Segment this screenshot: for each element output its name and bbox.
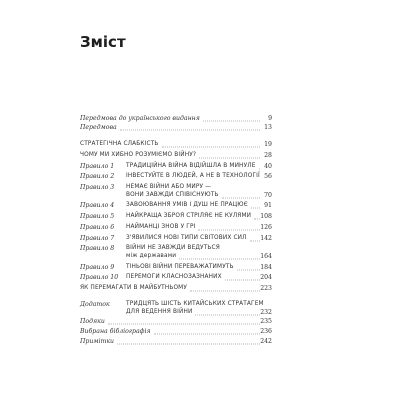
toc-entry-title: Передмова [80,124,117,132]
toc-entry-page: 70 [264,192,272,199]
toc-entry-title: ЯК ПЕРЕМАГАТИ В МАЙБУТНЬОМУ [80,285,188,292]
toc-entry-title: ТІНЬОВІ ВІЙНИ ПЕРЕВАЖАТИМУТЬ [126,263,234,270]
dot-leader [195,308,260,316]
toc-entry-label: Правило 1 [80,162,115,170]
toc-entry-title: ІНВЕСТУЙТЕ В ЛЮДЕЙ, А НЕ В ТЕХНОЛОГІЇ [126,173,260,180]
toc-entry-page: 9 [268,115,272,122]
dot-leader [154,327,260,335]
toc-entry-title: Примітки [80,338,114,345]
toc-entry-title: НЕМАЄ ВІЙНИ АБО МИРУ — [126,184,212,190]
toc-entry-label: Правило 2 [80,173,115,181]
toc-entry-title: ВІЙНИ НЕ ЗАВЖДИ ВЕДУТЬСЯ [126,245,220,252]
toc-entry-page: 142 [260,234,272,242]
toc-entry-page: 204 [260,274,272,282]
toc-entry-title: Передмова до українського видання [80,115,200,122]
toc-entry-page: 108 [260,213,272,221]
toc-entry-page: 19 [264,141,272,148]
dot-leader [179,252,260,260]
toc-entry-label: Правило 10 [80,274,119,282]
dot-leader [254,212,260,220]
toc-entry-page: 232 [260,309,272,316]
dot-leader [190,284,260,292]
dot-leader [259,161,260,169]
toc-entry-title: ТРИДЦЯТЬ ШІСТЬ КИТАЙСЬКИХ СТРАТАГЕМ [126,301,264,307]
dot-leader [120,123,260,131]
dot-leader [108,317,260,325]
toc-entry-page: 40 [264,162,272,170]
page-title: Зміст [80,33,126,51]
toc-entry-title: ЧОМУ МИ ХИБНО РОЗУМІЄМО ВІЙНУ? [80,151,197,158]
dot-leader [162,140,260,148]
toc-entry-page: 223 [260,285,272,293]
toc-entry-label: Правило 7 [80,234,115,242]
toc-entry-title: ТРАДИЦІЙНА ВІЙНА ВІДІЙШЛА В МИНУЛЕ [126,162,256,169]
toc-entry-page: 56 [264,173,272,181]
dot-leader [198,222,260,230]
toc-entry-page: 235 [260,318,272,326]
toc-entry-label: Додаток [80,301,110,308]
toc-entry-page: 184 [260,263,272,271]
toc-entry-label: Правило 4 [80,202,115,210]
toc-entry-page: 236 [260,328,272,336]
dot-leader [225,273,260,281]
toc-entry-title: НАЙКРАЩА ЗБРОЯ СТРІЛЯЄ НЕ КУЛЯМИ [126,213,252,220]
toc-entry-page: 126 [260,223,272,231]
dot-leader [237,262,260,270]
toc-entry-title: СТРАТЕГІЧНА СЛАБКІСТЬ [80,141,159,147]
toc-entry-title-continued: між державами [126,253,177,260]
toc-entry-title: ПЕРЕМОГИ КЛАСНОЗАЗНАНИХ [126,274,222,281]
dot-leader [250,233,260,241]
dot-leader [203,114,260,122]
toc-entry-label: Правило 5 [80,213,115,221]
toc-entry-title: НАЙМАНЦІ ЗНОВ У ГРІ [126,223,196,230]
dot-leader [199,150,260,158]
dot-leader [251,201,260,209]
toc-entry-page: 242 [260,338,272,345]
toc-entry-title-continued: ДЛЯ ВЕДЕННЯ ВІЙНИ [126,309,193,315]
toc-entry-label: Правило 8 [80,245,115,253]
toc-entry-page: 28 [264,151,272,159]
toc-entry-label: Правило 3 [80,184,115,191]
toc-entry-title: Подяки [80,318,105,326]
toc-entry-page: 91 [264,202,272,210]
dot-leader [117,337,260,345]
toc-entry-title-continued: ВОНИ ЗАВЖДИ СПІВІСНУЮТЬ [126,192,219,198]
toc-entry-title: ЗАВОЮВАННЯ УМІВ І ДУШ НЕ ПРАЦЮЄ [126,202,248,209]
toc-entry-title: Вибрана бібліографія [80,328,151,336]
dot-leader [222,191,260,199]
toc-entry-page: 13 [264,124,272,132]
toc-entry-page: 164 [260,253,272,261]
toc-entry-label: Правило 6 [80,223,115,231]
toc-entry-label: Правило 9 [80,263,115,271]
toc-entry-title: З'ЯВИЛИСЯ НОВІ ТИПИ СВІТОВИХ СИЛ [126,234,247,241]
